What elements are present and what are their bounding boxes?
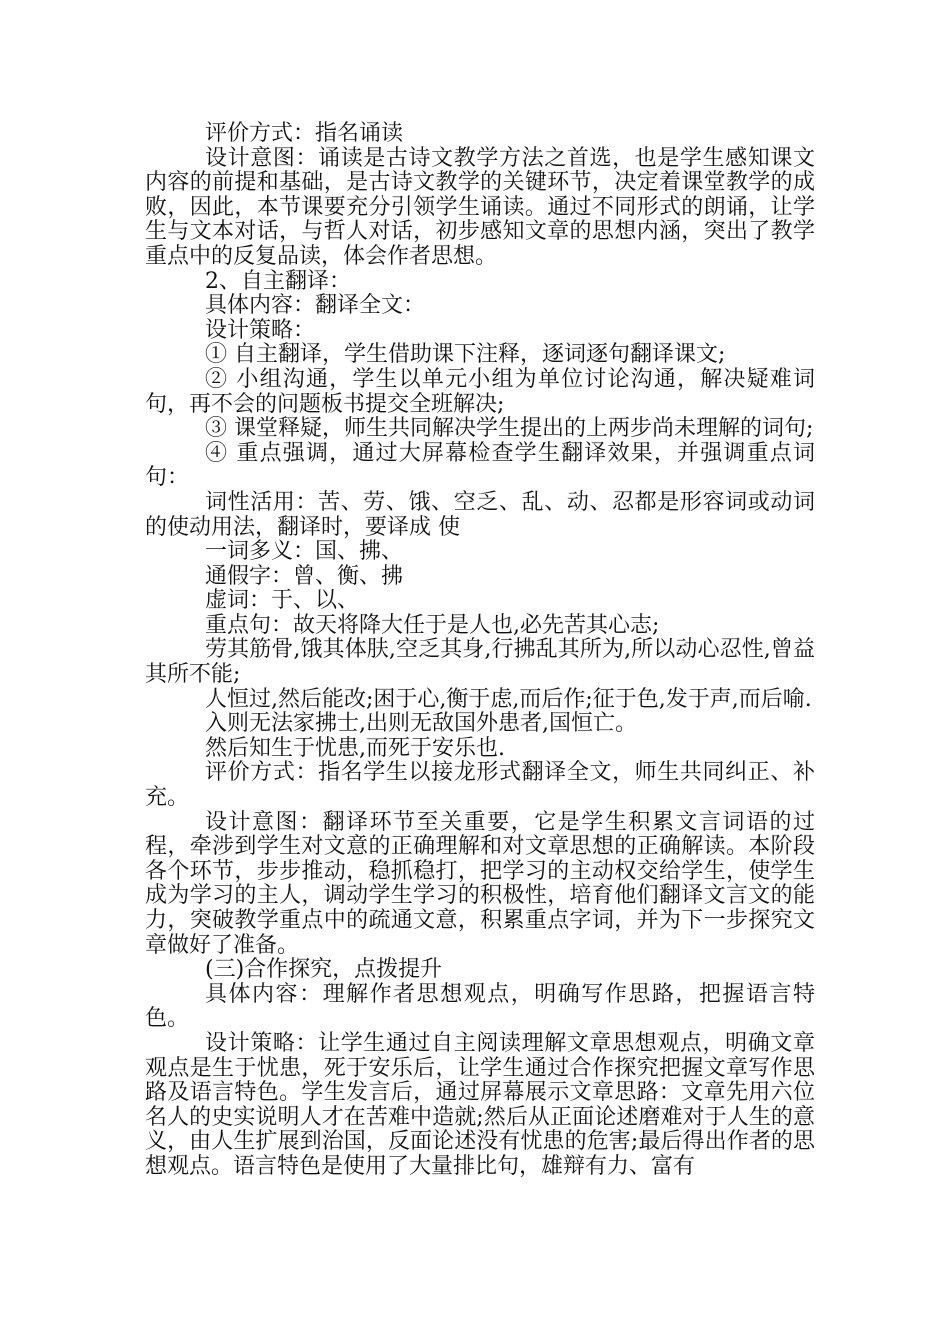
section-heading-cooperation: (三)合作探究，点拨提升 [205, 957, 443, 983]
word-class-usage: 词性活用：苦、劳、饿、空乏、乱、动、忍都是形容词或动词的使动用法，翻译时，要译成 使 [145, 489, 815, 540]
key-sentence-2: 劳其筋骨,饿其体肤,空乏其身,行拂乱其所为,所以动心忍性,曾益其所不能; [145, 637, 815, 688]
evaluation-method-1: 评价方式：指名诵读 [205, 121, 404, 146]
evaluation-method-2: 评价方式：指名学生以接龙形式翻译全文，师生共同纠正、补充。 [145, 760, 815, 811]
key-sentence-4: 入则无法家拂士,出则无敌国外患者,国恒亡。 [205, 711, 637, 737]
design-strategy-label: 设计策略： [205, 317, 316, 343]
strategy-step-3: ③ 课堂释疑，师生共同解决学生提出的上两步尚未理解的词句; [205, 416, 814, 442]
specific-content-1: 具体内容：翻译全文： [205, 293, 426, 319]
document-page [145, 122, 815, 1180]
key-sentence-5: 然后知生于忧患,而死于安乐也. [205, 735, 505, 761]
strategy-step-1: ① 自主翻译，学生借助课下注释，逐词逐句翻译课文; [205, 342, 726, 368]
section-heading-translation: 2、自主翻译： [205, 268, 351, 294]
design-strategy-2: 设计策略：让学生通过自主阅读理解文章思想观点，明确文章观点是生于忧患，死于安乐后，让学生通过合作探究把握文章写作思路及语言特色。学生发言后，通过屏幕展示文章思路：文章先用六位名人的史实说明人才在苦难中造就;然后从正面论述磨难对于人生的意义，由人生扩展到治国，反面论述没有忧患的危害;最后得出作者的思想观点。语言特色是使用了大量排比句，雄辩有力、富有 [145, 1030, 815, 1179]
interchangeable-characters: 通假字：曾、衡、拂 [205, 563, 404, 589]
strategy-step-4: ④ 重点强调，通过大屏幕检查学生翻译效果，并强调重点词句： [145, 440, 815, 491]
polysemy: 一词多义：国、拂、 [205, 539, 404, 565]
specific-content-2: 具体内容：理解作者思想观点，明确写作思路，把握语言特色。 [145, 981, 815, 1032]
design-intent-1: 设计意图：诵读是古诗文教学方法之首选，也是学生感知课文内容的前提和基础，是古诗文教学的关键环节，决定着课堂教学的成败，因此，本节课要充分引领学生诵读。通过不同形式的朗诵，让学生与文本对话，与哲人对话，初步感知文章的思想内涵，突出了教学重点中的反复品读，体会作者思想。 [145, 145, 815, 269]
design-intent-2: 设计意图：翻译环节至关重要，它是学生积累文言词语的过程，牵涉到学生对文意的正确理解和对文章思想的正确解读。本阶段各个环节，步步推动，稳抓稳打，把学习的主动权交给学生，使学生成为学习的主人，调动学生学习的积极性，培育他们翻译文言文的能力，突破教学重点中的疏通文意，积累重点字词，并为下一步探究文章做好了准备。 [145, 809, 815, 958]
strategy-step-2: ② 小组沟通，学生以单元小组为单位讨论沟通，解决疑难词句，再不会的问题板书提交全班解决; [145, 366, 815, 417]
key-sentence-1: 重点句：故天将降大任于是人也,必先苦其心志; [205, 612, 660, 638]
key-sentence-3: 人恒过,然后能改;困于心,衡于虑,而后作;征于色,发于声,而后喻. [205, 686, 812, 712]
function-words: 虚词：于、以、 [205, 588, 360, 614]
